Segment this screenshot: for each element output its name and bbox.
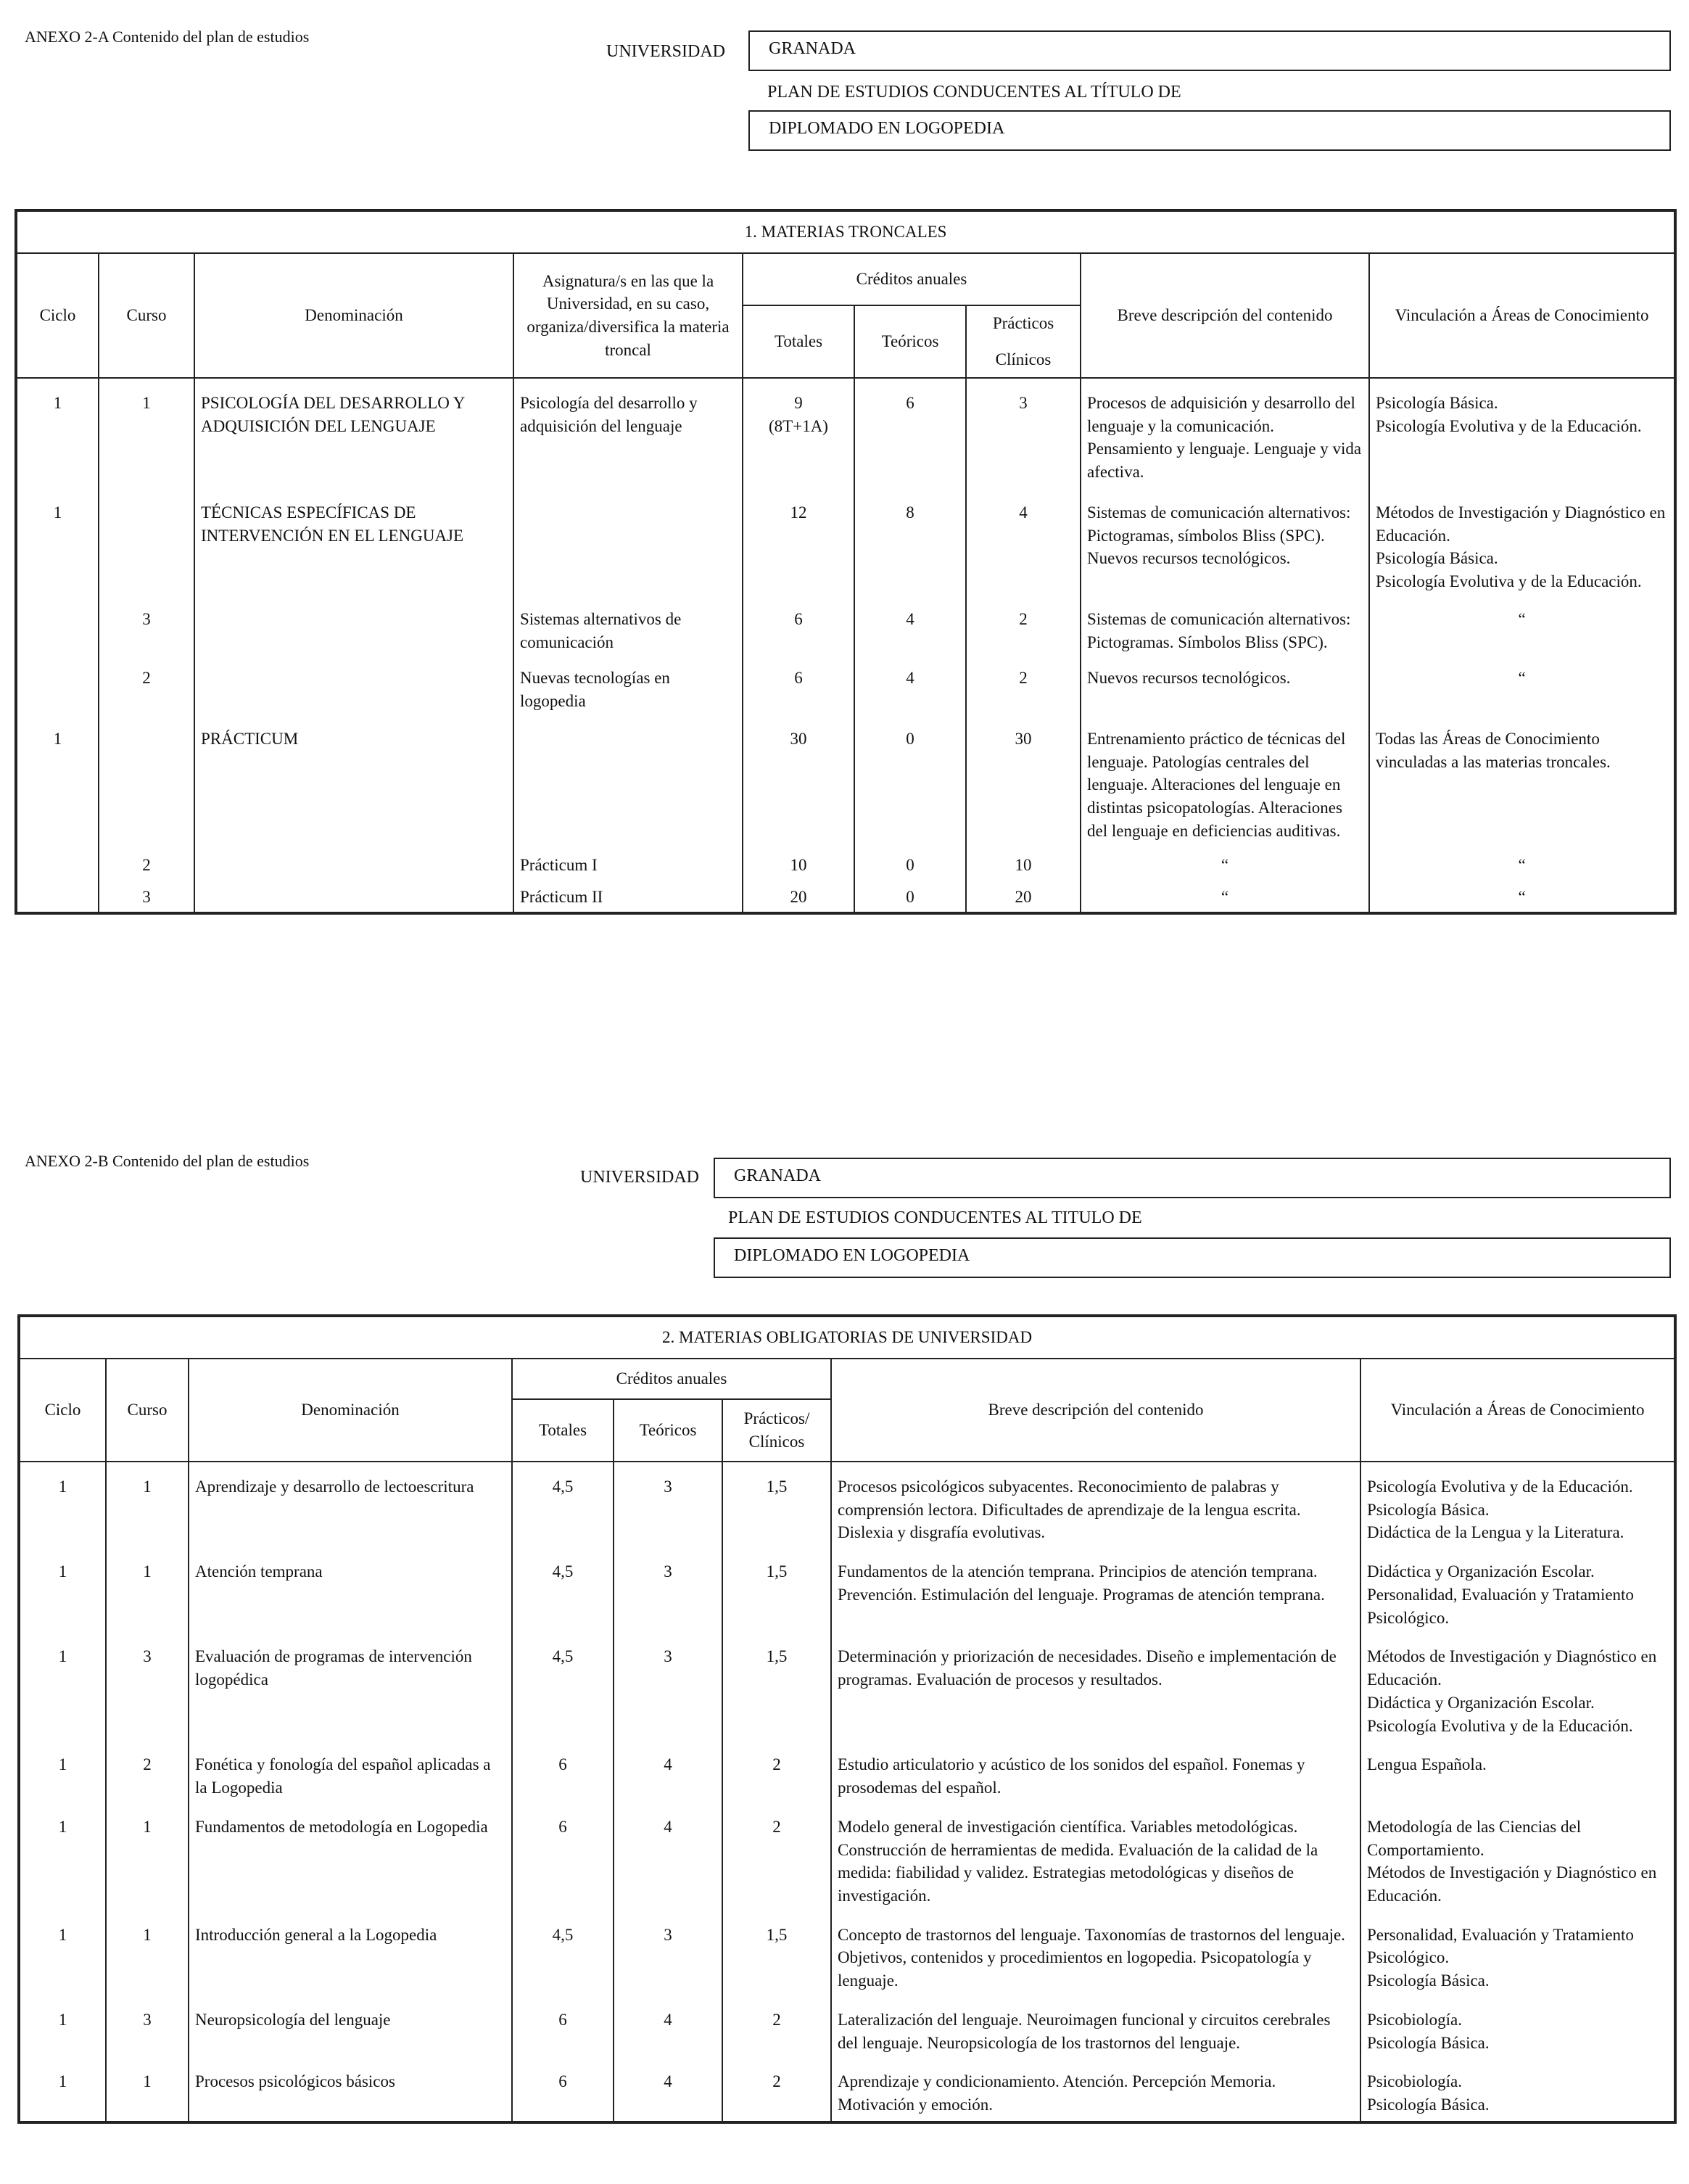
vinculacion-line: Psicología Evolutiva y de la Educación. [1376, 572, 1642, 591]
universidad-label-b: UNIVERSIDAD [580, 1168, 699, 1187]
teoricos-cell: 3 [614, 1462, 722, 1544]
vinculacion-line: Psicología Evolutiva y de la Educación. [1367, 1478, 1633, 1496]
vinculacion-cell [1369, 484, 1675, 593]
header-teoricos: Teóricos [614, 1399, 722, 1462]
asignatura-cell [513, 713, 743, 843]
vinculacion-line: Didáctica de la Lengua y la Literatura. [1367, 1523, 1624, 1542]
vinculacion-line: Psicología Básica. [1367, 2096, 1490, 2114]
vinculacion-cell [1360, 1544, 1675, 1629]
plan-label-b: PLAN DE ESTUDIOS CONDUCENTES AL TITULO DE [728, 1208, 1142, 1227]
denominacion-cell: Neuropsicología del lenguaje [189, 1993, 512, 2054]
totales-cell [743, 842, 854, 877]
totales-cell [743, 484, 854, 593]
ciclo-cell: 1 [16, 484, 99, 593]
vinculacion-line: Lengua Española. [1367, 1755, 1487, 1774]
vinculacion-line: Psicología Básica. [1376, 549, 1498, 568]
practicos-cell: 1,5 [722, 1629, 831, 1737]
anexo-a-label: ANEXO 2-A Contenido del plan de estudios [25, 28, 310, 46]
table-row [16, 654, 1675, 712]
universidad-value-a: GRANADA [769, 39, 856, 58]
vinculacion-cell [1369, 713, 1675, 843]
vinculacion-cell [1360, 2054, 1675, 2122]
table-row [16, 378, 1675, 484]
curso-cell: 1 [99, 378, 194, 484]
materias-obligatorias-table [17, 1314, 1677, 2124]
totales-cell [743, 378, 854, 484]
vinculacion-line: Psicología Básica. [1367, 2033, 1490, 2052]
denominacion-cell: TÉCNICAS ESPECÍFICAS DE INTERVENCIÓN EN EL LENGUAJE [194, 484, 513, 593]
header-totales: Totales [743, 305, 854, 378]
vinculacion-line: Didáctica y Organización Escolar. [1367, 1693, 1595, 1712]
table-row [19, 1544, 1675, 1629]
table-row [19, 1629, 1675, 1737]
totales-value: 6 [794, 609, 803, 628]
teoricos-cell: 6 [854, 378, 966, 484]
vinculacion-line: “ [1518, 609, 1526, 628]
vinculacion-cell [1360, 1908, 1675, 1993]
vinculacion-cell [1369, 378, 1675, 484]
vinculacion-cell [1360, 1993, 1675, 2054]
curso-cell: 2 [99, 842, 194, 877]
curso-cell: 1 [106, 1462, 189, 1544]
totales-cell: 4,5 [512, 1629, 614, 1737]
denominacion-cell [194, 593, 513, 654]
vinculacion-line: Psicología Evolutiva y de la Educación. [1367, 1716, 1633, 1735]
header-vinculacion: Vinculación a Áreas de Conocimiento [1360, 1359, 1675, 1462]
denominacion-cell: Aprendizaje y desarrollo de lectoescritura [189, 1462, 512, 1544]
vinculacion-line: “ [1518, 669, 1526, 688]
teoricos-cell: 0 [854, 877, 966, 913]
denominacion-cell: Procesos psicológicos básicos [189, 2054, 512, 2122]
asignatura-cell: Psicología del desarrollo y adquisición del lenguaje [513, 378, 743, 484]
practicos-cell: 2 [722, 1737, 831, 1799]
plan-label-a: PLAN DE ESTUDIOS CONDUCENTES AL TÍTULO DE [767, 83, 1181, 102]
vinculacion-line: Todas las Áreas de Conocimiento vinculadas a las materias troncales. [1376, 729, 1611, 771]
ciclo-cell [16, 654, 99, 712]
denominacion-cell: Fundamentos de metodología en Logopedia [189, 1800, 512, 1908]
table-row [16, 593, 1675, 654]
descripcion-cell: “ [1081, 842, 1369, 877]
ciclo-cell [16, 593, 99, 654]
header-practicos-line2: Clínicos [748, 1433, 805, 1451]
table-title-b: 2. MATERIAS OBLIGATORIAS DE UNIVERSIDAD [19, 1316, 1675, 1359]
practicos-cell: 10 [966, 842, 1081, 877]
descripcion-cell: Fundamentos de la atención temprana. Principios de atención temprana. Prevención. Estimulación del lenguaje. Programas de atención temprana. [831, 1544, 1360, 1629]
vinculacion-line: Psicología Básica. [1367, 1500, 1490, 1519]
curso-cell [99, 713, 194, 843]
denominacion-cell: Atención temprana [189, 1544, 512, 1629]
descripcion-cell: Sistemas de comunicación alternativos: Pictogramas, símbolos Bliss (SPC). Nuevos recursos tecnológicos. [1081, 484, 1369, 593]
denominacion-cell: Introducción general a la Logopedia [189, 1908, 512, 1993]
descripcion-cell: “ [1081, 877, 1369, 913]
denominacion-cell: Fonética y fonología del español aplicadas a la Logopedia [189, 1737, 512, 1799]
vinculacion-line: Didáctica y Organización Escolar. [1367, 1562, 1595, 1581]
header-teoricos: Teóricos [854, 305, 966, 378]
descripcion-cell: Concepto de trastornos del lenguaje. Taxonomías de trastornos del lenguaje. Objetivos, contenidos y procedimientos en logopedia. Psicopatología y lenguaje. [831, 1908, 1360, 1993]
table-row [19, 1462, 1675, 1544]
vinculacion-line: Métodos de Investigación y Diagnóstico en Educación. [1376, 503, 1666, 545]
practicos-cell: 2 [966, 593, 1081, 654]
teoricos-cell: 4 [854, 654, 966, 712]
vinculacion-cell [1360, 1629, 1675, 1737]
totales-cell: 4,5 [512, 1544, 614, 1629]
ciclo-cell: 1 [16, 378, 99, 484]
table-row [19, 1800, 1675, 1908]
vinculacion-line: Psicología Básica. [1376, 394, 1498, 412]
denominacion-cell: PSICOLOGÍA DEL DESARROLLO Y ADQUISICIÓN DEL LENGUAJE [194, 378, 513, 484]
ciclo-cell: 1 [19, 1544, 106, 1629]
header-practicos [966, 305, 1081, 378]
totales-cell [743, 877, 854, 913]
denominacion-cell [194, 654, 513, 712]
ciclo-cell: 1 [19, 1908, 106, 1993]
totales-value: 6 [794, 669, 803, 688]
teoricos-cell: 4 [614, 1800, 722, 1908]
header-practicos-line1: Prácticos [992, 314, 1054, 333]
totales-cell: 4,5 [512, 1462, 614, 1544]
ciclo-cell: 1 [19, 2054, 106, 2122]
vinculacion-cell [1369, 593, 1675, 654]
header-creditos: Créditos anuales [743, 253, 1081, 305]
totales-value: 12 [790, 503, 807, 522]
denominacion-cell [194, 842, 513, 877]
header-denominacion: Denominación [189, 1359, 512, 1462]
vinculacion-line: Psicobiología. [1367, 2010, 1462, 2029]
descripcion-cell: Modelo general de investigación científica. Variables metodológicas. Construcción de herramientas de medida. Evaluación de la calidad de la medida: fiabilidad y validez. Estrategias metodológicas y diseños de investigación. [831, 1800, 1360, 1908]
vinculacion-line: Métodos de Investigación y Diagnóstico en Educación. [1367, 1863, 1657, 1905]
ciclo-cell: 1 [19, 1800, 106, 1908]
header-descripcion: Breve descripción del contenido [831, 1359, 1360, 1462]
header-totales: Totales [512, 1399, 614, 1462]
vinculacion-line: “ [1518, 856, 1526, 875]
header-practicos [722, 1399, 831, 1462]
descripcion-cell: Entrenamiento práctico de técnicas del lenguaje. Patologías centrales del lenguaje. Alteraciones del lenguaje en distintas psicopatologías. Alteraciones del lenguaje en deficiencias auditivas. [1081, 713, 1369, 843]
totales-cell: 6 [512, 2054, 614, 2122]
anexo-b-label: ANEXO 2-B Contenido del plan de estudios [25, 1152, 310, 1170]
totales-value: 20 [790, 888, 807, 907]
vinculacion-cell [1360, 1462, 1675, 1544]
curso-cell: 1 [106, 1544, 189, 1629]
teoricos-cell: 4 [614, 1993, 722, 2054]
titulo-box-a [748, 110, 1671, 151]
curso-cell: 1 [106, 1908, 189, 1993]
header-descripcion: Breve descripción del contenido [1081, 253, 1369, 378]
ciclo-cell [16, 842, 99, 877]
vinculacion-cell [1369, 877, 1675, 913]
totales-value: 30 [790, 729, 807, 748]
header-practicos-line1: Prácticos/ [743, 1409, 810, 1428]
universidad-label-a: UNIVERSIDAD [606, 42, 725, 61]
materias-troncales-table [15, 209, 1677, 915]
teoricos-cell: 8 [854, 484, 966, 593]
practicos-cell: 2 [722, 1800, 831, 1908]
totales-cell [743, 654, 854, 712]
curso-cell: 3 [106, 1629, 189, 1737]
practicos-cell: 1,5 [722, 1908, 831, 1993]
ciclo-cell: 1 [19, 1462, 106, 1544]
universidad-box-b [714, 1158, 1671, 1198]
universidad-value-b: GRANADA [734, 1166, 821, 1185]
totales-cell: 6 [512, 1800, 614, 1908]
totales-cell: 6 [512, 1993, 614, 2054]
descripcion-cell: Procesos psicológicos subyacentes. Reconocimiento de palabras y comprensión lectora. Dificultades de aprendizaje de la lengua escrita. Dislexia y disgrafía evolutivas. [831, 1462, 1360, 1544]
curso-cell [99, 484, 194, 593]
denominacion-cell: PRÁCTICUM [194, 713, 513, 843]
totales-cell [743, 593, 854, 654]
table-row [19, 1737, 1675, 1799]
asignatura-cell: Sistemas alternativos de comunicación [513, 593, 743, 654]
table-row [19, 1908, 1675, 1993]
totales-value: 9 [794, 394, 803, 412]
teoricos-cell: 3 [614, 1544, 722, 1629]
practicos-cell: 4 [966, 484, 1081, 593]
practicos-cell: 30 [966, 713, 1081, 843]
universidad-box-a [748, 30, 1671, 71]
totales-cell: 4,5 [512, 1908, 614, 1993]
teoricos-cell: 0 [854, 713, 966, 843]
vinculacion-cell [1360, 1800, 1675, 1908]
practicos-cell: 1,5 [722, 1544, 831, 1629]
curso-cell: 3 [99, 593, 194, 654]
asignatura-cell: Prácticum II [513, 877, 743, 913]
vinculacion-line: Psicología Evolutiva y de la Educación. [1376, 416, 1642, 435]
teoricos-cell: 4 [854, 593, 966, 654]
table-row [19, 2054, 1675, 2122]
curso-cell: 3 [99, 877, 194, 913]
descripcion-cell: Estudio articulatorio y acústico de los sonidos del español. Fonemas y prosodemas del español. [831, 1737, 1360, 1799]
totales-cell: 6 [512, 1737, 614, 1799]
header-ciclo: Ciclo [19, 1359, 106, 1462]
descripcion-cell: Determinación y priorización de necesidades. Diseño e implementación de programas. Evaluación de procesos y resultados. [831, 1629, 1360, 1737]
vinculacion-line: “ [1518, 888, 1526, 907]
totales-cell [743, 713, 854, 843]
header-vinculacion: Vinculación a Áreas de Conocimiento [1369, 253, 1675, 378]
table-row [19, 1993, 1675, 2054]
asignatura-cell: Prácticum I [513, 842, 743, 877]
table-row [16, 713, 1675, 843]
curso-cell: 2 [106, 1737, 189, 1799]
practicos-cell: 2 [722, 1993, 831, 2054]
teoricos-cell: 4 [614, 1737, 722, 1799]
vinculacion-line: Personalidad, Evaluación y Tratamiento Psicológico. [1367, 1925, 1634, 1967]
vinculacion-line: Personalidad, Evaluación y Tratamiento Psicológico. [1367, 1585, 1634, 1627]
vinculacion-line: Psicobiología. [1367, 2072, 1462, 2091]
vinculacion-line: Métodos de Investigación y Diagnóstico en Educación. [1367, 1647, 1657, 1689]
header-curso: Curso [106, 1359, 189, 1462]
vinculacion-cell [1369, 654, 1675, 712]
curso-cell: 1 [106, 2054, 189, 2122]
header-curso: Curso [99, 253, 194, 378]
header-denominacion: Denominación [194, 253, 513, 378]
asignatura-cell [513, 484, 743, 593]
asignatura-cell: Nuevas tecnologías en logopedia [513, 654, 743, 712]
teoricos-cell: 0 [854, 842, 966, 877]
titulo-box-b [714, 1237, 1671, 1278]
curso-cell: 1 [106, 1800, 189, 1908]
ciclo-cell [16, 877, 99, 913]
practicos-cell: 2 [966, 654, 1081, 712]
curso-cell: 2 [99, 654, 194, 712]
ciclo-cell: 1 [19, 1737, 106, 1799]
vinculacion-cell [1369, 842, 1675, 877]
descripcion-cell: Aprendizaje y condicionamiento. Atención. Percepción Memoria. Motivación y emoción. [831, 2054, 1360, 2122]
teoricos-cell: 3 [614, 1908, 722, 1993]
table-title-a: 1. MATERIAS TRONCALES [16, 210, 1675, 253]
header-asignatura: Asignatura/s en las que la Universidad, en su caso, organiza/diversifica la materia troncal [513, 253, 743, 378]
ciclo-cell: 1 [19, 1993, 106, 2054]
totales-value: 10 [790, 856, 807, 875]
table-row [16, 842, 1675, 877]
practicos-cell: 20 [966, 877, 1081, 913]
vinculacion-line: Psicología Básica. [1367, 1971, 1490, 1990]
table-row [16, 484, 1675, 593]
ciclo-cell: 1 [19, 1629, 106, 1737]
descripcion-cell: Procesos de adquisición y desarrollo del lenguaje y la comunicación. Pensamiento y lenguaje. Lenguaje y vida afectiva. [1081, 378, 1369, 484]
practicos-cell: 1,5 [722, 1462, 831, 1544]
header-creditos: Créditos anuales [512, 1359, 831, 1399]
table-row [16, 877, 1675, 913]
teoricos-cell: 3 [614, 1629, 722, 1737]
denominacion-cell [194, 877, 513, 913]
curso-cell: 3 [106, 1993, 189, 2054]
practicos-cell: 2 [722, 2054, 831, 2122]
titulo-value-a: DIPLOMADO EN LOGOPEDIA [769, 119, 1005, 138]
descripcion-cell: Nuevos recursos tecnológicos. [1081, 654, 1369, 712]
descripcion-cell: Sistemas de comunicación alternativos: Pictogramas. Símbolos Bliss (SPC). [1081, 593, 1369, 654]
vinculacion-cell [1360, 1737, 1675, 1799]
descripcion-cell: Lateralización del lenguaje. Neuroimagen funcional y circuitos cerebrales del lenguaje. Neuropsicología de los trastornos del lenguaje. [831, 1993, 1360, 2054]
teoricos-cell: 4 [614, 2054, 722, 2122]
titulo-value-b: DIPLOMADO EN LOGOPEDIA [734, 1246, 970, 1265]
totales-extra: (8T+1A) [769, 416, 828, 435]
header-ciclo: Ciclo [16, 253, 99, 378]
header-practicos-line2: Clínicos [995, 350, 1052, 368]
practicos-cell: 3 [966, 378, 1081, 484]
vinculacion-line: Metodología de las Ciencias del Comportamiento. [1367, 1817, 1582, 1859]
ciclo-cell: 1 [16, 713, 99, 843]
denominacion-cell: Evaluación de programas de intervención logopédica [189, 1629, 512, 1737]
